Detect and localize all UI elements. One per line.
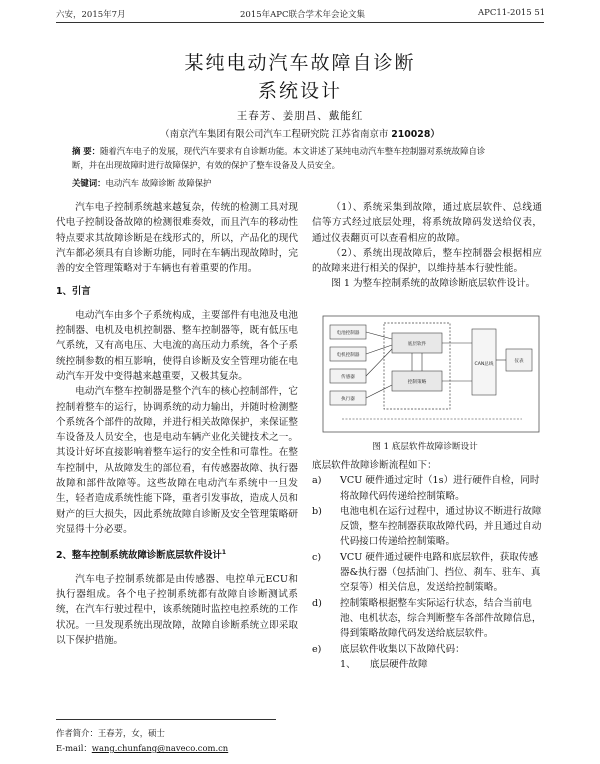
list-item-text: VCU 硬件通过硬件电路和底层软件，获取传感器&执行器（包括油门、挡位、刹车、驻车、真空泵等）相关信息，发送给控制策略。 [340, 551, 541, 594]
abstract-label: 摘 要： [72, 146, 101, 156]
list-item-text: 底层软件收集以下故障代码： [340, 643, 465, 655]
list-item-label: b) [312, 505, 322, 517]
label-sensor: 传感器 [341, 375, 355, 380]
abstract-line1: 随着汽车电子的发展，现代汽车要求有自诊断功能。本文讲述了某纯电动汽车整车控制器对系统故障自诊 [100, 146, 486, 156]
authors: 王春芳、姜朋昌、戴能红 [236, 110, 364, 122]
right-column-bottom [312, 458, 542, 672]
email-label: E-mail： [56, 743, 92, 753]
postcode: 210028） [391, 129, 440, 140]
figure-1-caption: 图 1 底层软件故障诊断设计 [372, 442, 478, 452]
list-item-text: VCU 硬件通过定时（1s）进行硬件自检，同时将故障代码传递给控制策略。 [340, 475, 540, 502]
keywords-label: 关键词： [72, 178, 106, 188]
intro-paragraph: 汽车电子控制系统越来越复杂，传统的检测工具对现代电子控制设备故障的检测很难奏效，而且汽车的移动性特点要求其故障诊断是在线形式的，所以，产品化的现代汽车都必须具有自诊断功能，同时在车辆出现故障时，完善的安全管理策略对于车辆也有着重要的作用。 [56, 202, 298, 275]
list-item [312, 550, 542, 596]
label-control-strategy: 控制策略 [407, 380, 427, 385]
list-item-text: 电池电机在运行过程中，通过协议不断进行故障反馈，整车控制器获取故障代码，并且通过自动代码接口传递给控制策略。 [340, 505, 542, 548]
label-low-level-software: 底层软件 [407, 342, 427, 347]
label-battery-controller: 电池控制器 [336, 331, 360, 336]
right-paragraph-2: （2）、系统出现故障后，整车控制器会根据相应的故障来进行相关的保护，以维持基本行驶性能。 [312, 247, 542, 275]
list-item-label: e) [312, 643, 322, 655]
affiliation [0, 126, 600, 140]
section-1-paragraph-2: 电动汽车整车控制器是整个汽车的核心控制部件，它控制着整车的运行，协调系统的动力输出，并随时检测整个系统各个部件的故障，并进行相关故障保护，来保证整车设备及人员安全，也是电动车辆产业化关键技术之一。其设计好坏直接影响着整车运行的安全性和可靠性。在整车控制中，从故障发生的部位看，有传感器故障、执行器故障和部件故障等。这些故障在电动汽车系统中一旦发生，轻者造成系统性能下降，重者引发事故，造成人员和财产的巨大损失，因此系统故障自诊断及安全管理策略研究显得十分必要。 [56, 386, 298, 535]
email-link[interactable]: wang.chunfang@naveco.com.cn [91, 743, 229, 753]
list-item-text: 控制策略根据整车实际运行状态，结合当前电池、电机状态，综合判断整车各部件故障信息，得到策略故障代码发送给底层软件。 [340, 597, 542, 640]
section-2-footnote-mark: 1 [221, 549, 227, 557]
keywords [72, 176, 542, 190]
label-instrument: 仪表 [514, 359, 524, 364]
list-subitem [312, 657, 542, 672]
right-column-top [312, 200, 542, 292]
list-subitem-text: 底层硬件故障 [370, 658, 428, 670]
list-item [312, 504, 542, 550]
list-item-label: d) [312, 597, 322, 609]
header-left: 六安，2015年7月 [56, 10, 126, 20]
author-email [56, 742, 228, 754]
list-item [312, 642, 542, 657]
flow-intro: 底层软件故障诊断流程如下： [312, 460, 437, 471]
footnote-rule [56, 719, 276, 720]
abstract-line2: 断，并在出现故障时进行故障保护，有效的保护了整车设备及人员安全。 [72, 160, 340, 170]
label-can-bus: CAN总线 [474, 362, 494, 367]
list-subitem-label: 1、 [340, 658, 356, 670]
header-rule [56, 22, 544, 23]
arrow-actuator [366, 385, 392, 398]
section-2-heading [56, 545, 298, 563]
right-paragraph-1: （1）、系统采集到故障，通过底层软件、总线通信等方式经过底层处理，将系统故障码发送给仪表，通过仪表翻页可以查看相应的故障。 [312, 202, 542, 244]
header-center: 2015年APC联合学术年会论文集 [240, 10, 365, 20]
list-item-label: a) [312, 475, 322, 487]
keywords-text: 电动汽车 故障诊断 故障保护 [105, 178, 212, 188]
label-actuator: 执行器 [341, 397, 355, 402]
list-item [312, 596, 542, 642]
section-1-heading: 1、引言 [56, 286, 91, 298]
header-right: APC11-2015 51 [478, 8, 546, 18]
section-2-paragraph-1: 汽车电子控制系统都是由传感器、电控单元ECU和执行器组成。各个电子控制系统都有故障自诊断测试系统，在汽车行驶过程中，该系统随时监控电控系统的工作状况。一旦发现系统出现故障，故障自诊断系统立即采取以下保护措施。 [56, 573, 298, 646]
list-item-label: c) [312, 551, 322, 563]
section-2-title: 2、整车控制系统故障诊断底层软件设计 [56, 550, 222, 562]
abstract [72, 144, 542, 172]
paper-title-line2: 系统设计 [257, 80, 342, 102]
arrow-battery [366, 332, 392, 339]
arrow-sensor [366, 349, 392, 376]
label-motor-controller: 电机控制器 [336, 353, 360, 358]
author-intro: 作者简介：王春芳，女，硕士 [56, 728, 165, 738]
figure-1-diagram [322, 315, 540, 433]
affiliation-text: （南京汽车集团有限公司汽车工程研究院 江苏省南京市 [160, 129, 389, 140]
paper-title-line1: 某纯电动汽车故障自诊断 [184, 52, 416, 74]
section-1-paragraph-1: 电动汽车由多个子系统构成，主要部件有电池及电池控制器、电机及电机控制器、整车控制器等，既有低压电气系统，又有高电压、大电流的高压动力系统，各个子系统控制参数的相互影响，使得自诊断及安全管理功能在电动汽车开发中变得越来越重要，又极其复杂。 [56, 309, 298, 382]
right-paragraph-3: 图 1 为整车控制系统的故障诊断底层软件设计。 [331, 278, 536, 290]
list-item [312, 473, 542, 504]
left-column [56, 200, 298, 648]
